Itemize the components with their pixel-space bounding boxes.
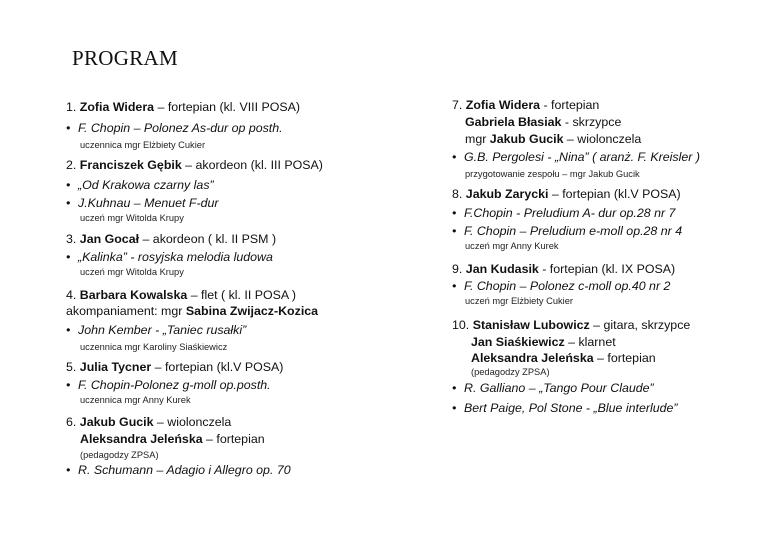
work-line: • R. Schumann – Adagio i Allegro op. 70: [66, 463, 291, 477]
performer-line: 9. Jan Kudasik - fortepian (kl. IX POSA): [452, 262, 676, 276]
performer-line: Gabriela Błasiak - skrzypce: [465, 115, 622, 129]
performer-name: Julia Tycner: [79, 360, 152, 374]
performer-line: 5. Julia Tycner – fortepian (kl.V POSA): [66, 360, 284, 374]
work-line: • Bert Paige, Pol Stone - „Blue interlude”: [452, 401, 678, 415]
work-line: • F. Chopin – Preludium e-moll op.28 nr 4: [452, 224, 683, 238]
performer-name: Zofia Widera: [79, 100, 155, 114]
bullet-icon: •: [452, 401, 457, 415]
performer-line: 3. Jan Gocał – akordeon ( kl. II PSM ): [66, 232, 277, 246]
work-line: • F. Chopin – Polonez c-moll op.40 nr 2: [452, 279, 671, 293]
bullet-icon: •: [66, 121, 71, 135]
bullet-icon: •: [66, 250, 71, 264]
performer-name: Aleksandra Jeleńska: [471, 351, 594, 365]
performer-name: Barbara Kowalska: [79, 288, 188, 302]
teacher-note: uczennica mgr Elżbiety Cukier: [80, 140, 206, 150]
teacher-note: uczeń mgr Witolda Krupy: [80, 213, 184, 223]
performer-name: Jan Siaśkiewicz: [471, 335, 565, 349]
teacher-note: uczennica mgr Anny Kurek: [80, 395, 191, 405]
teacher-note: uczeń mgr Anny Kurek: [465, 241, 559, 251]
performer-line: 2. Franciszek Gębik – akordeon (kl. III POSA): [66, 158, 323, 172]
performer-line: mgr Jakub Gucik – wiolonczela: [465, 132, 642, 146]
performer-line: 1. Zofia Widera – fortepian (kl. VIII POSA): [66, 100, 301, 114]
performer-name: Jan Kudasik: [465, 262, 539, 276]
teacher-note: (pedagodzy ZPSA): [471, 367, 550, 377]
teacher-note: (pedagodzy ZPSA): [80, 450, 159, 460]
bullet-icon: •: [452, 279, 457, 293]
performer-name: Aleksandra Jeleńska: [80, 432, 203, 446]
work-line: • John Kember - „Taniec rusałki”: [66, 323, 247, 337]
work-line: • G.B. Pergolesi - „Nina” ( aranż. F. Kreisler ): [452, 150, 700, 164]
performer-name: Jan Gocał: [79, 232, 140, 246]
bullet-icon: •: [66, 463, 71, 477]
performer-name: Zofia Widera: [465, 98, 541, 112]
performer-line: 8. Jakub Zarycki – fortepian (kl.V POSA): [452, 187, 681, 201]
bullet-icon: •: [452, 381, 457, 395]
teacher-note: uczeń mgr Elżbiety Cukier: [465, 296, 573, 306]
bullet-icon: •: [66, 178, 71, 192]
teacher-note: uczeń mgr Witolda Krupy: [80, 267, 184, 277]
teacher-note: przygotowanie zespołu – mgr Jakub Gucik: [465, 169, 640, 179]
work-line: • F. Chopin – Polonez As-dur op posth.: [66, 121, 283, 135]
performer-name: Stanisław Lubowicz: [472, 318, 590, 332]
performer-name: Franciszek Gębik: [79, 158, 182, 172]
performer-line: Jan Siaśkiewicz – klarnet: [471, 335, 616, 349]
program-title: PROGRAM: [72, 46, 178, 70]
bullet-icon: •: [452, 224, 457, 238]
performer-line: 10. Stanisław Lubowicz – gitara, skrzypce: [452, 318, 691, 332]
accompanist-name: Sabina Zwijacz-Kozica: [185, 304, 319, 318]
bullet-icon: •: [452, 206, 457, 220]
work-line: • F. Chopin-Polonez g-moll op.posth.: [66, 378, 271, 392]
work-line: • „Kalinka” - rosyjska melodia ludowa: [66, 250, 273, 264]
performer-name: Jakub Gucik: [79, 415, 154, 429]
teacher-note: uczennica mgr Karoliny Siaśkiewicz: [80, 342, 228, 352]
performer-name: Jakub Gucik: [489, 132, 564, 146]
work-line: • „Od Krakowa czarny las”: [66, 178, 214, 192]
performer-name: Jakub Zarycki: [465, 187, 549, 201]
performer-name: Gabriela Błasiak: [465, 115, 562, 129]
performer-line: Aleksandra Jeleńska – fortepian: [471, 351, 656, 365]
work-line: • F.Chopin - Preludium A- dur op.28 nr 7: [452, 206, 676, 220]
accompaniment-line: akompaniament: mgr Sabina Zwijacz-Kozica: [66, 304, 319, 318]
work-line: • R. Galliano – „Tango Pour Claude”: [452, 381, 654, 395]
performer-line: Aleksandra Jeleńska – fortepian: [80, 432, 265, 446]
bullet-icon: •: [66, 378, 71, 392]
performer-line: 7. Zofia Widera - fortepian: [452, 98, 600, 112]
work-line: • J.Kuhnau – Menuet F-dur: [66, 196, 219, 210]
performer-line: 4. Barbara Kowalska – flet ( kl. II POSA ): [66, 288, 297, 302]
performer-line: 6. Jakub Gucik – wiolonczela: [66, 415, 232, 429]
bullet-icon: •: [66, 323, 71, 337]
bullet-icon: •: [66, 196, 71, 210]
bullet-icon: •: [452, 150, 457, 164]
